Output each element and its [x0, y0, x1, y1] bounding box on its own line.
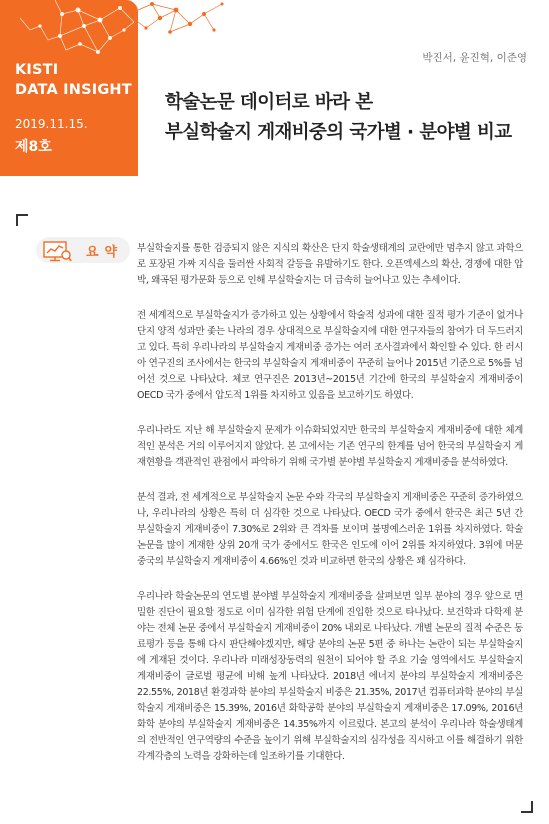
summary-label: 요약 [86, 245, 124, 260]
brand-title [15, 60, 132, 100]
header-brand-panel [0, 0, 138, 176]
issue-suffix: 호 [38, 139, 52, 155]
authors: 박진서, 윤진혁, 이준영 [422, 52, 527, 64]
title-line-2: 부실학술지 게재비중의 국가별 · 분야별 비교 [165, 122, 512, 143]
issue-number [15, 136, 52, 156]
issue-date: 2019.11.15. [15, 117, 88, 131]
issue-prefix: 제 [15, 139, 29, 155]
chart-monitor-icon [42, 240, 72, 262]
brand-line-data-insight: DATA INSIGHT [15, 82, 132, 98]
summary-paragraph: 부실학술지를 통한 검증되지 않은 지식의 확산은 단지 학술생태계의 교란에만 멈추지 않고 과학으로 포장된 가짜 지식을 둘러싼 사회적 갈등을 유발하기도 한다. 오픈엑세스의 확산, 경쟁에 대한 압박, 왜곡된 평가문화 등으로 인해 부실학술지는 더 급속히 늘어나고 있는 추세이다. [137, 243, 523, 286]
corner-bracket-bottom-right [521, 801, 533, 813]
brand-line-kisti: KISTI [15, 62, 59, 78]
summary-paragraph: 분석 결과, 전 세계적으로 부실학술지 논문 수와 각국의 부실학술지 게재비중은 꾸준히 증가하였으나, 우리나라의 상황은 특히 더 심각한 것으로 나타났다. OECD 국가 중에서 한국은 최근 5년 간 부실학술지 게재비중이 7.30%로 2위와 큰 격차를 보이며 불명예스러운 1위를 차지하였다. 학술논문을 많이 게재한 상위 20개 국가 중에서도 한국은 인도에 이어 2위를 차지하였다. 3위에 머문 중국의 부실학술지 게재비중이 4.66%인 것과 비교하면 한국의 상황은 꽤 심각하다. [137, 492, 523, 567]
summary-paragraph: 전 세계적으로 부실학술지가 증가하고 있는 상황에서 학술적 성과에 대한 질적 평가 기준이 없거나 단지 양적 성과만 좇는 나라의 경우 상대적으로 부실학술지에 대한 연구자들의 참여가 더 두드러지고 있다. 특히 우리나라의 부실학술지 게재비중 증가는 여러 조사결과에서 확인할 수 있다. 한 러시아 연구진의 조사에서는 한국의 부실학술지 게재비중이 꾸준히 늘어나 2015년 기준으로 5%를 넘어선 것으로 나타났다. 체코 연구진은 2013년~2015년 기간에 한국의 부실학술지 게재비중이 OECD 국가 중에서 압도적 1위를 차지하고 있음을 보고하기도 하였다. [137, 310, 523, 401]
title-line-1: 학술논문 데이터로 바라 본 [165, 92, 373, 113]
summary-paragraph: 우리나라도 지난 해 부실학술지 문제가 이슈화되었지만 한국의 부실학술지 게재비중에 대한 체계적인 분석은 거의 이루어지지 않았다. 본 고에서는 기존 연구의 한계를 넘어 한국의 부실학술지 게재현황을 객관적인 관점에서 파악하기 위해 국가별 분야별 부실학술지 게재비중을 분석하였다. [137, 425, 523, 468]
corner-bracket-top-left [16, 214, 28, 226]
summary-paragraph: 우리나라 학술논문의 연도별 분야별 부실학술지 게재비중을 살펴보면 일부 분야의 경우 앞으로 면밀한 진단이 필요할 정도로 이미 심각한 위험 단계에 진입한 것으로 타나났다. 보건학과 다학제 분야는 전체 논문 중에서 부실학술지 게재비중이 20% 내외로 나타났다. 개별 논문의 질적 수준은 동료평가 등을 통해 다시 판단해야겠지만, 해당 분야의 논문 5편 중 하나는 논란이 되는 부실학술지에 게재된 것이다. 우리나라 미래성장동력의 원천이 되어야 할 주요 기술 영역에서도 부실학술지 게재비중이 글로벌 평균에 비해 높게 나타났다. 2018년 에너지 분야의 부실학술지 게재비중은 22.55%, 2018년 환경과학 분야의 부실학술지 비중은 21.35%, 2017년 컴퓨터과학 분야의 부실학술지 게재비중은 15.39%, 2016년 화학공학 분야의 부실학술지 게재비중은 17.09%, 2016년 화학 분야의 부실학술지 게재비중은 14.35%까지 이르렀다. 본고의 분석이 우리나라 학술생태계의 전반적인 연구역량의 수준을 높이기 위해 부실학술지의 심각성을 직시하고 이를 해결하기 위한 각계각층의 노력을 강화하는데 일조하기를 기대한다. [137, 591, 523, 762]
summary-badge [36, 237, 130, 263]
page-title [165, 88, 512, 148]
issue-number-value: 8 [28, 139, 39, 155]
summary-body [137, 241, 523, 784]
